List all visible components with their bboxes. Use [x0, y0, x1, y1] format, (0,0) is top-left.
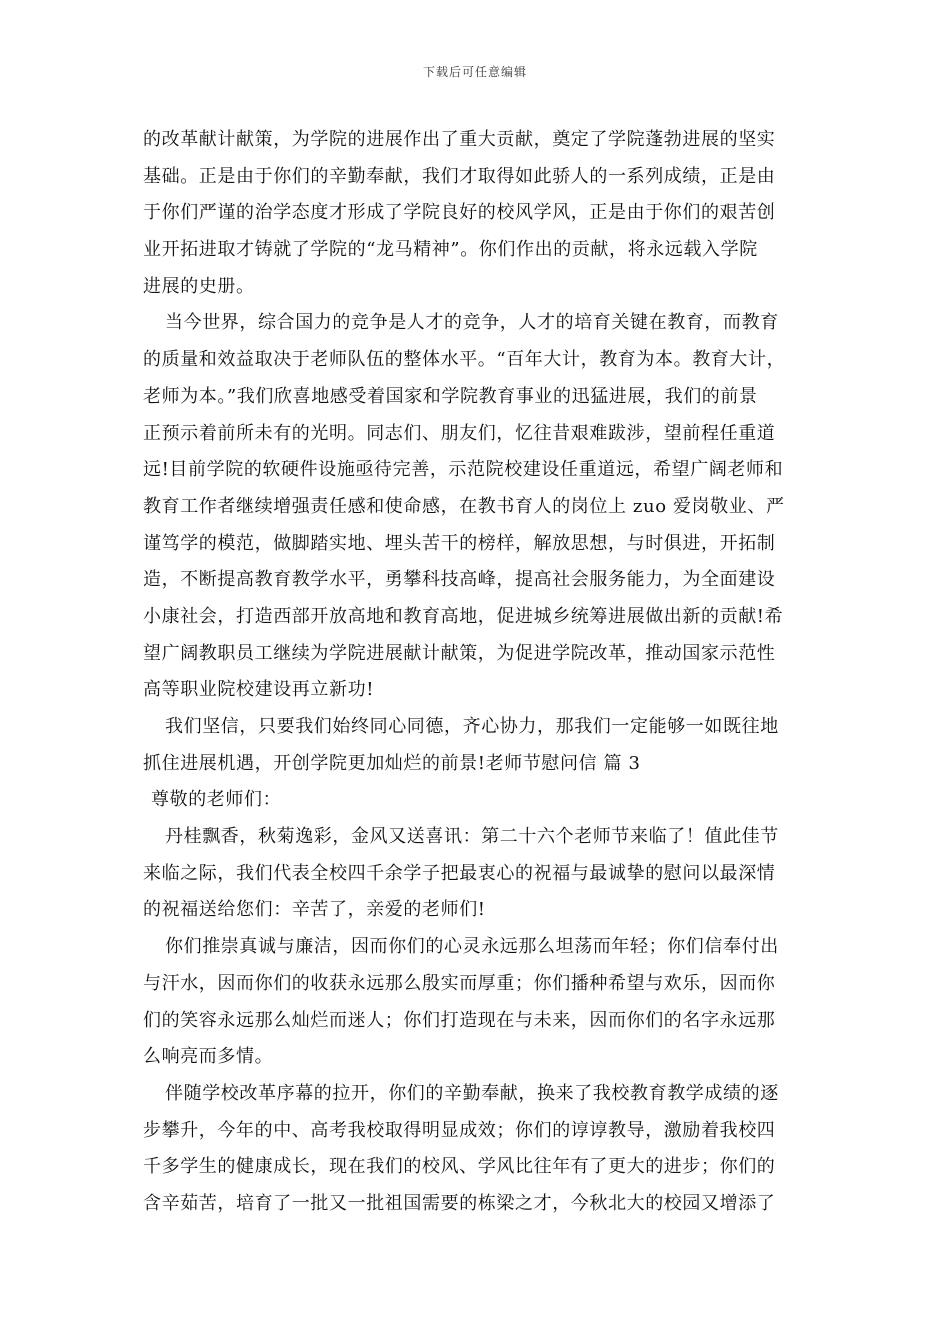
text-line: 们的笑容永远那么灿烂而迷人；你们打造现在与未来，因而你们的名字永远那 [143, 1009, 776, 1031]
text-line: 于你们严谨的治学态度才形成了学院良好的校风学风，正是由于你们的艰苦创 [143, 202, 776, 224]
text-line: 步攀升，今年的中、高考我校取得明显成效；你们的谆谆教导，激励着我校四 [143, 1119, 776, 1141]
text-line: 业开拓进取才铸就了学院的“龙马精神”。你们作出的贡献，将永远载入学院 [143, 239, 758, 261]
page-header: 下载后可任意编辑 [422, 65, 527, 79]
text-line: 当今世界，综合国力的竞争是人才的竞争，人才的培育关键在教育，而教育 [165, 312, 779, 334]
text-line: 进展的史册。 [143, 275, 255, 297]
text-line: 的质量和效益取决于老师队伍的整体水平。“百年大计，教育为本。教育大计， [143, 349, 786, 371]
text-line: 抓住进展机遇，开创学院更加灿烂的前景!老师节慰问信 篇 3 [143, 752, 641, 774]
text-line: 造，不断提高教育教学水平，勇攀科技高峰，提高社会服务能力，为全面建设 [143, 569, 776, 591]
text-line: 教育工作者继续增强责任感和使命感，在教书育人的岗位上 zuo 爱岗敬业、严 [143, 495, 785, 517]
text-line: 来临之际，我们代表全校四千余学子把最衷心的祝福与最诚挚的慰问以最深情 [143, 862, 776, 884]
text-line: 含辛茹苦，培育了一批又一批祖国需要的栋梁之才，今秋北大的校园又增添了 [143, 1192, 776, 1214]
text-line: 的祝福送给您们：辛苦了，亲爱的老师们! [143, 899, 486, 921]
text-line: 望广阔教职员工继续为学院进展献计献策，为促进学院改革，推动国家示范性 [143, 642, 776, 664]
text-line: 小康社会，打造西部开放高地和教育高地，促进城乡统筹进展做出新的贡献!希 [143, 605, 784, 627]
text-line: 尊敬的老师们： [151, 789, 282, 811]
text-line: 与汗水，因而你们的收获永远那么殷实而厚重；你们播种希望与欢乐，因而你 [143, 972, 776, 994]
text-line: 我们坚信，只要我们始终同心同德，齐心协力，那我们一定能够一如既往地 [165, 716, 779, 737]
text-line: 么响亮而多情。 [143, 1046, 274, 1068]
text-line: 远!目前学院的软硬件设施亟待完善，示范院校建设任重道远，希望广阔老师和 [143, 459, 784, 481]
text-line: 丹桂飘香，秋菊逸彩，金风又送喜讯：第二十六个老师节来临了！值此佳节 [165, 826, 779, 848]
text-line: 伴随学校改革序幕的拉开，你们的辛勤奉献，换来了我校教育教学成绩的逐 [165, 1082, 779, 1104]
text-line: 千多学生的健康成长，现在我们的校风、学风比往年有了更大的进步；你们的 [143, 1156, 776, 1178]
document-body [143, 122, 813, 1223]
text-line: 的改革献计献策，为学院的进展作出了重大贡献，奠定了学院蓬勃进展的坚实 [143, 129, 776, 150]
text-line: 基础。正是由于你们的辛勤奉献，我们才取得如此骄人的一系列成绩，正是由 [143, 165, 776, 187]
text-line: 谨笃学的模范，做脚踏实地、埋头苦干的榜样，解放思想，与时俱进，开拓制 [143, 532, 776, 554]
text-line: 正预示着前所未有的光明。同志们、朋友们，忆往昔艰难跋涉，望前程任重道 [143, 422, 776, 444]
text-line: 老师为本。”我们欣喜地感受着国家和学院教育事业的迅猛进展，我们的前景 [143, 385, 758, 407]
text-line: 高等职业院校建设再立新功! [143, 679, 375, 701]
text-line: 你们推崇真诚与廉洁，因而你们的心灵永远那么坦荡而年轻；你们信奉付出 [165, 936, 779, 958]
